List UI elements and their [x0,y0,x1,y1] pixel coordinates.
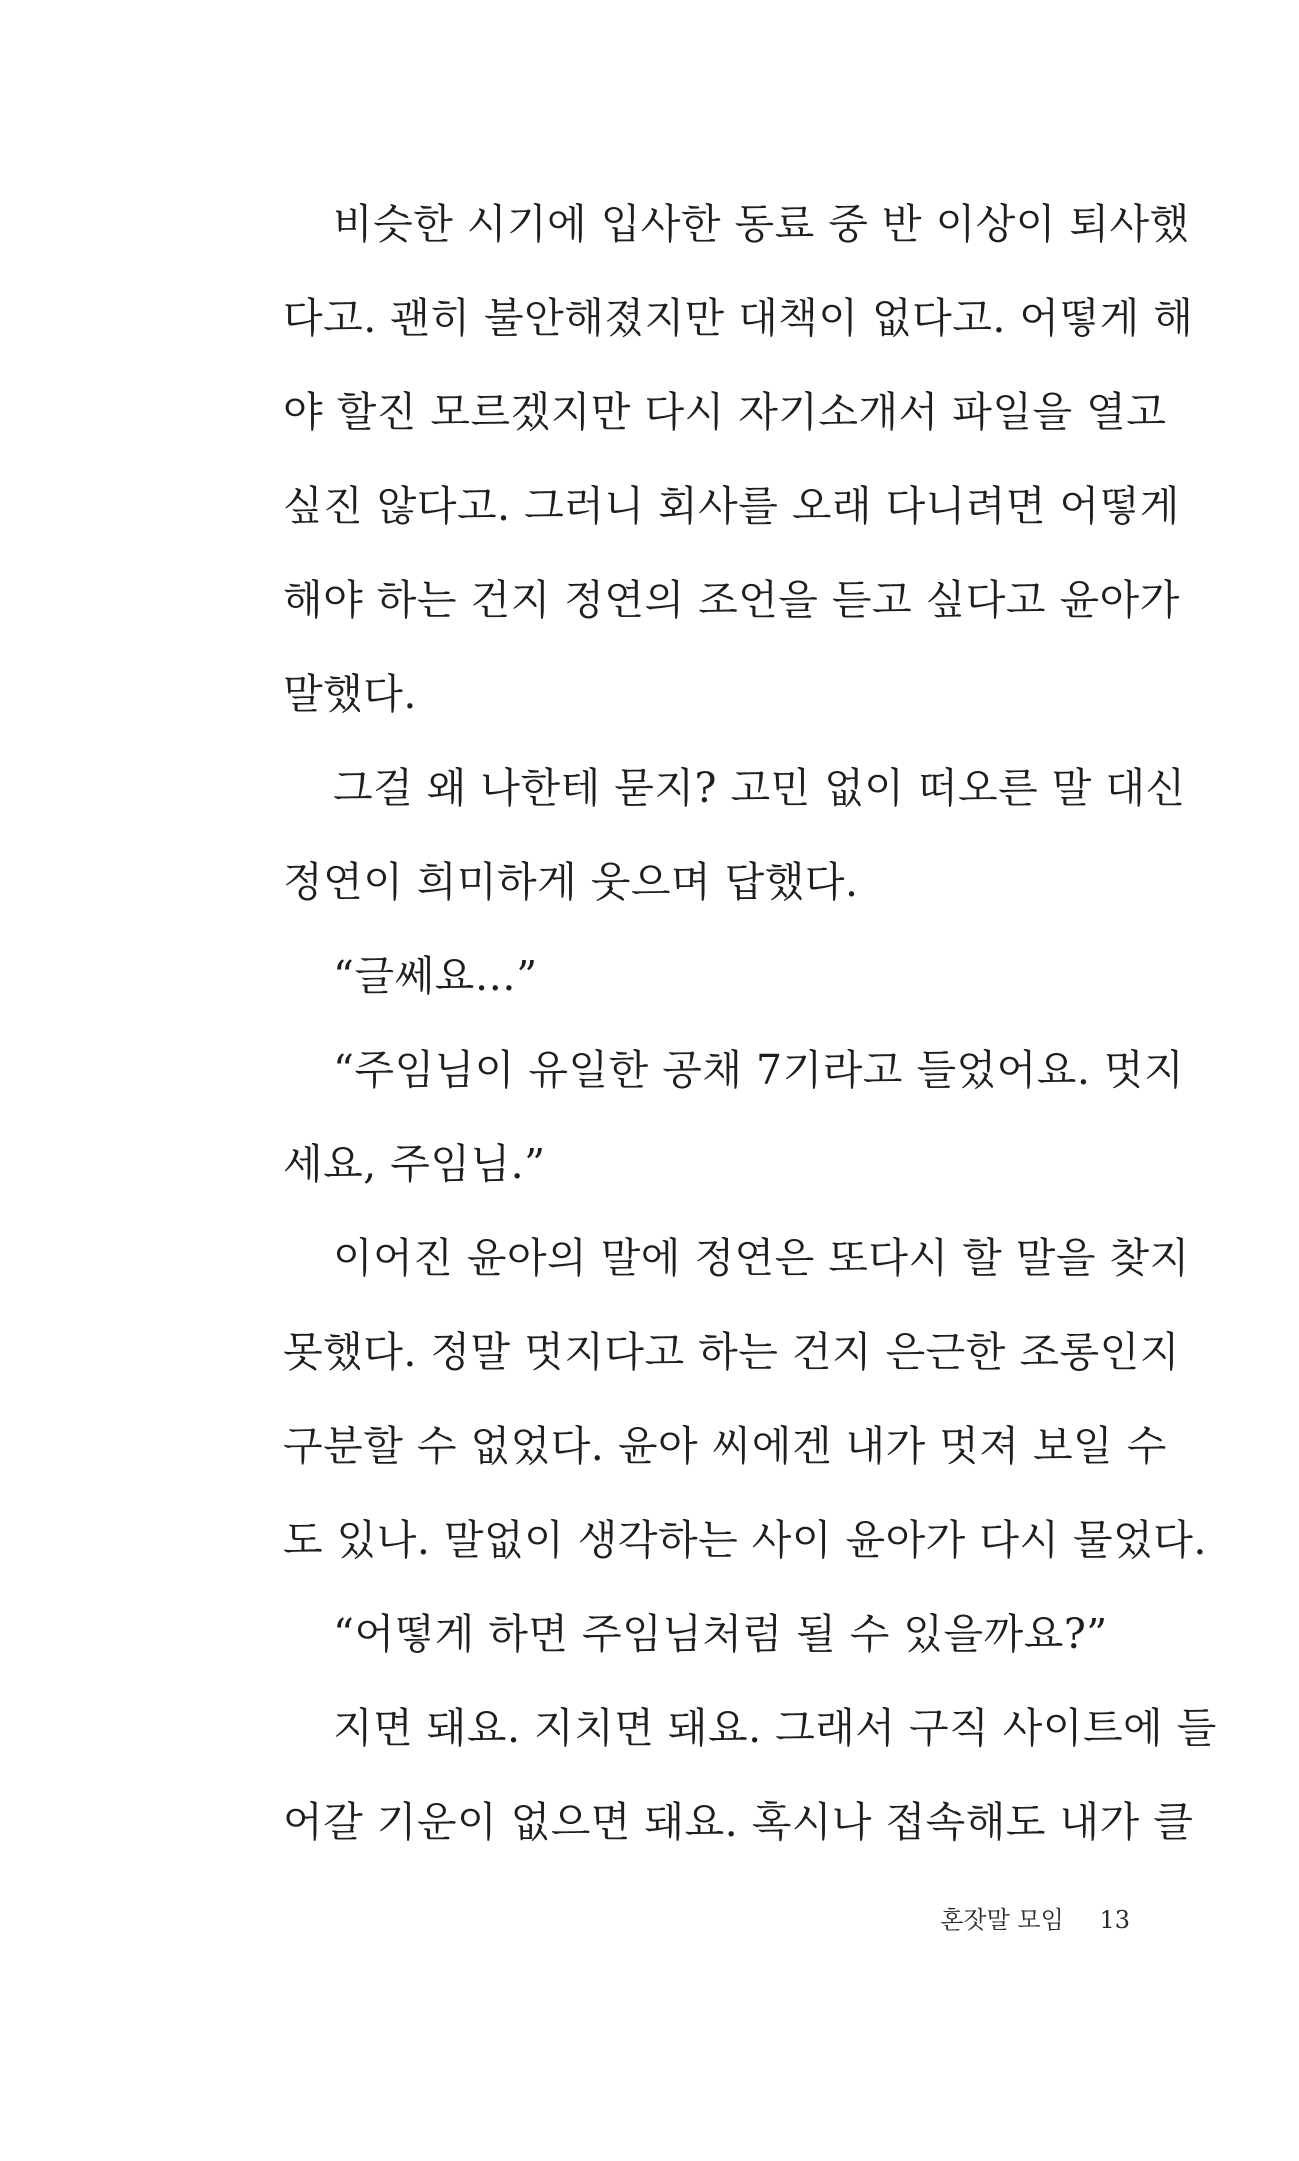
text-line: 도 있나. 말없이 생각하는 사이 윤아가 다시 물었다. [283,1516,1207,1564]
running-title: 혼잣말 모임 [940,1906,1064,1934]
text-line: 비슷한 시기에 입사한 동료 중 반 이상이 퇴사했 [333,200,1190,248]
text-line: 싶진 않다고. 그러니 회사를 오래 다니려면 어떻게 [283,482,1180,530]
text-line: 구분할 수 없었다. 윤아 씨에겐 내가 멋져 보일 수 [283,1422,1167,1470]
text-line: 못했다. 정말 멋지다고 하는 건지 은근한 조롱인지 [283,1328,1180,1376]
body-text [283,193,1217,1885]
text-line: 그걸 왜 나한테 묻지? 고민 없이 떠오른 말 대신 [333,764,1186,812]
text-line: 어갈 기운이 없으면 돼요. 혹시나 접속해도 내가 클 [283,1798,1194,1846]
page-footer [940,1902,1130,1938]
dialogue-line: “주임님이 유일한 공채 7기라고 들었어요. 멋지 [333,1046,1185,1094]
text-line: 지면 돼요. 지치면 돼요. 그래서 구직 사이트에 들 [333,1704,1217,1752]
dialogue-line: 세요, 주임님.” [283,1140,546,1188]
text-line: 이어진 윤아의 말에 정연은 또다시 할 말을 찾지 [333,1234,1190,1282]
text-line: 말했다. [283,670,417,718]
text-line: 정연이 희미하게 웃으며 답했다. [283,858,859,906]
page-number: 13 [1099,1906,1130,1934]
text-line: 다고. 괜히 불안해졌지만 대책이 없다고. 어떻게 해 [283,294,1194,342]
text-line: 해야 하는 건지 정연의 조언을 듣고 싶다고 윤아가 [283,576,1180,624]
text-line: 야 할진 모르겠지만 다시 자기소개서 파일을 열고 [283,388,1167,436]
dialogue-line: “어떻게 하면 주임님처럼 될 수 있을까요?” [333,1610,1108,1658]
dialogue-line: “글쎄요…” [333,952,538,1000]
